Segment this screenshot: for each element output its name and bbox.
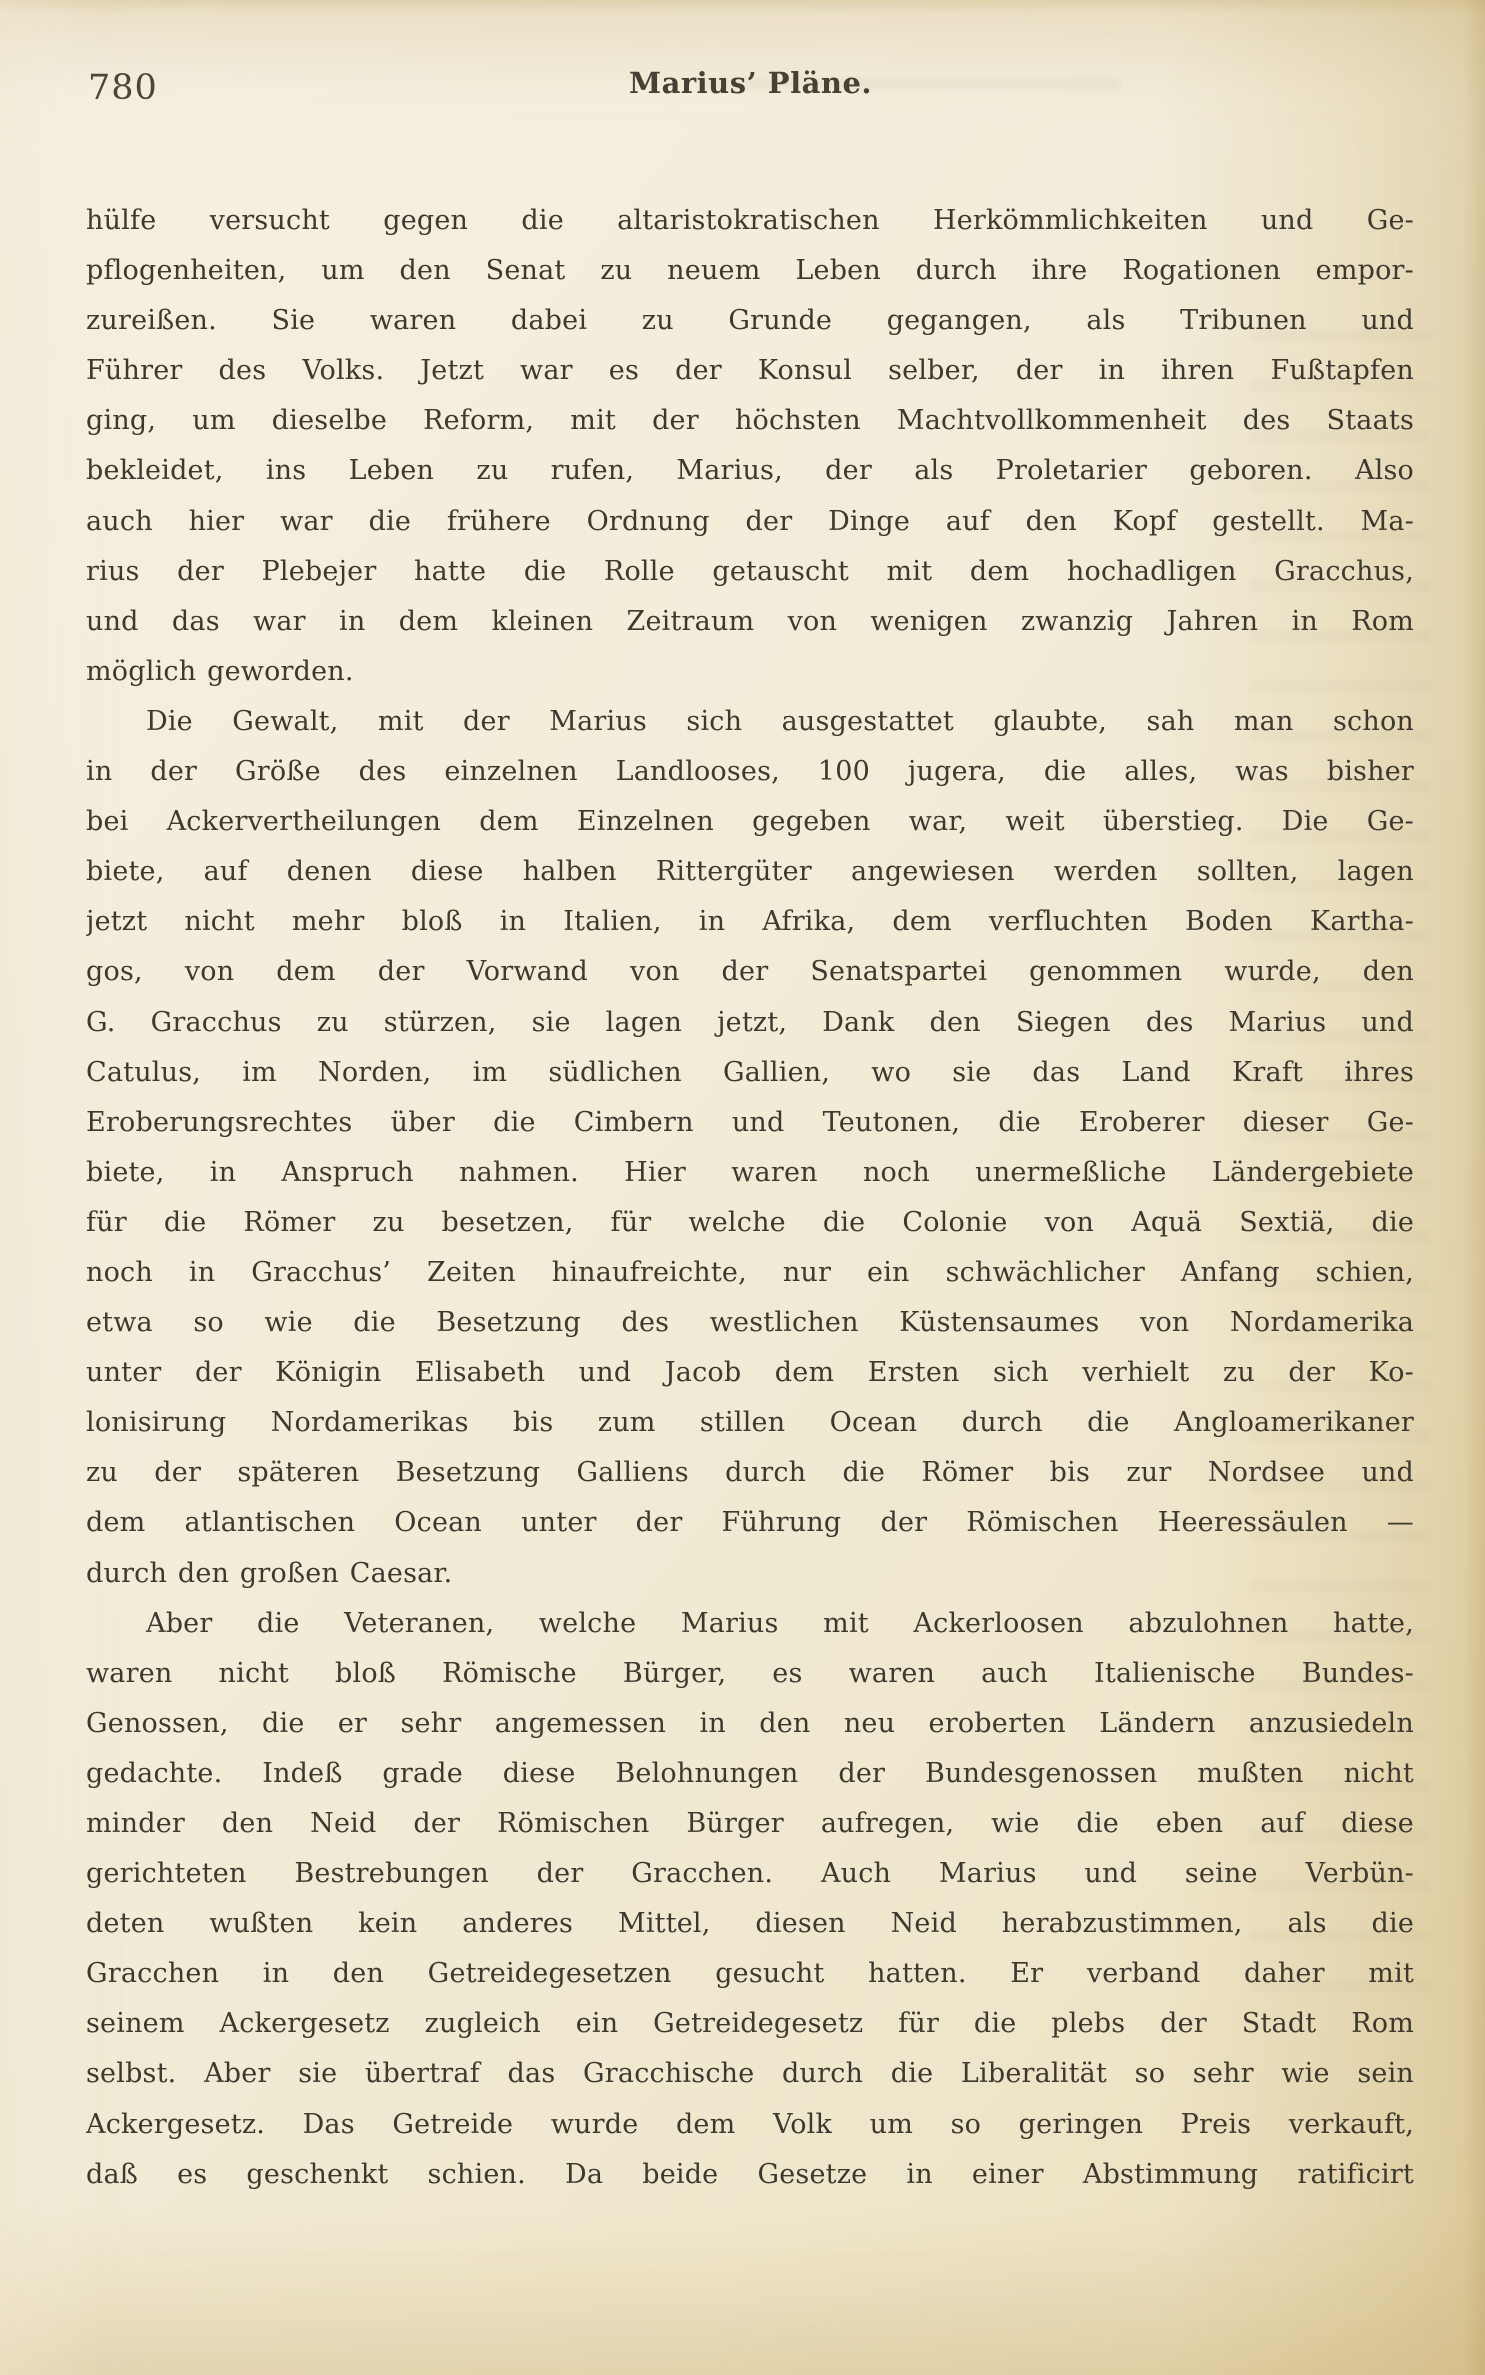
text-block xyxy=(86,196,1414,2200)
text-line: Genossen, die er sehr angemessen in den neu eroberten Ländern anzusiedeln xyxy=(86,1707,1414,1739)
text-line: pflogenheiten, um den Senat zu neuem Leben durch ihre Rogationen empor- xyxy=(86,255,1414,287)
text-line: minder den Neid der Römischen Bürger aufregen, wie die eben auf diese xyxy=(86,1808,1414,1839)
text-line: Gracchen in den Getreidegesetzen gesucht hatten. Er verband daher mit xyxy=(86,1958,1414,1990)
text-line: deten wußten kein anderes Mittel, diesen Neid herabzustimmen, als die xyxy=(86,1908,1414,1940)
text-line: hülfe versucht gegen die altaristokratischen Herkömmlichkeiten und Ge- xyxy=(86,205,1414,236)
text-line: in der Größe des einzelnen Landlooses, 100 jugera, die alles, was bisher xyxy=(86,756,1414,788)
text-line: bei Ackervertheilungen dem Einzelnen gegeben war, weit überstieg. Die Ge- xyxy=(86,806,1414,838)
text-line: Ackergesetz. Das Getreide wurde dem Volk um so geringen Preis verkauft, xyxy=(86,2108,1414,2140)
text-line: jetzt nicht mehr bloß in Italien, in Afrika, dem verfluchten Boden Kartha- xyxy=(86,906,1414,938)
text-line: noch in Gracchus’ Zeiten hinaufreichte, nur ein schwächlicher Anfang schien, xyxy=(86,1256,1414,1288)
text-line: biete, in Anspruch nahmen. Hier waren noch unermeßliche Ländergebiete xyxy=(86,1156,1414,1188)
text-line: unter der Königin Elisabeth und Jacob dem Ersten sich verhielt zu der Ko- xyxy=(86,1357,1414,1389)
text-line: waren nicht bloß Römische Bürger, es waren auch Italienische Bundes- xyxy=(86,1657,1414,1689)
running-title: Marius’ Pläne. xyxy=(628,66,873,100)
text-line: möglich geworden. xyxy=(86,655,354,687)
text-line: und das war in dem kleinen Zeitraum von wenigen zwanzig Jahren in Rom xyxy=(86,605,1414,637)
text-line: bekleidet, ins Leben zu rufen, Marius, der als Proletarier geboren. Also xyxy=(86,455,1414,487)
text-line: lonisirung Nordamerikas bis zum stillen Ocean durch die Angloamerikaner xyxy=(86,1407,1414,1439)
text-line: daß es geschenkt schien. Da beide Gesetze in einer Abstimmung ratificirt xyxy=(86,2158,1414,2190)
text-line: ging, um dieselbe Reform, mit der höchsten Machtvollkommenheit des Staats xyxy=(86,405,1414,437)
text-line: Führer des Volks. Jetzt war es der Konsul selber, der in ihren Fußtapfen xyxy=(86,355,1414,387)
text-line: G. Gracchus zu stürzen, sie lagen jetzt, Dank den Siegen des Marius und xyxy=(86,1006,1414,1038)
text-line: Eroberungsrechtes über die Cimbern und Teutonen, die Eroberer dieser Ge- xyxy=(86,1106,1414,1138)
text-line: dem atlantischen Ocean unter der Führung der Römischen Heeressäulen — xyxy=(86,1507,1414,1539)
text-line: zureißen. Sie waren dabei zu Grunde gegangen, als Tribunen und xyxy=(86,305,1414,337)
text-line: Die Gewalt, mit der Marius sich ausgestattet glaubte, sah man schon xyxy=(146,705,1414,737)
text-line: Aber die Veteranen, welche Marius mit Ackerloosen abzulohnen hatte, xyxy=(146,1607,1414,1639)
text-line: zu der späteren Besetzung Galliens durch die Römer bis zur Nordsee und xyxy=(86,1457,1414,1489)
text-line: durch den großen Caesar. xyxy=(86,1557,453,1589)
page-number: 780 xyxy=(88,68,158,108)
text-line: gerichteten Bestrebungen der Gracchen. Auch Marius und seine Verbün- xyxy=(86,1858,1414,1890)
page-header xyxy=(88,66,1413,112)
text-line: selbst. Aber sie übertraf das Gracchische durch die Liberalität so sehr wie sein xyxy=(86,2058,1414,2090)
text-line: rius der Plebejer hatte die Rolle getauscht mit dem hochadligen Gracchus, xyxy=(86,555,1414,587)
text-line: gos, von dem der Vorwand von der Senatspartei genommen wurde, den xyxy=(86,956,1414,988)
text-line: gedachte. Indeß grade diese Belohnungen der Bundesgenossen mußten nicht xyxy=(86,1757,1414,1789)
text-line: Catulus, im Norden, im südlichen Gallien, wo sie das Land Kraft ihres xyxy=(86,1056,1414,1088)
text-line: für die Römer zu besetzen, für welche die Colonie von Aquä Sextiä, die xyxy=(86,1206,1414,1238)
text-line: biete, auf denen diese halben Rittergüter angewiesen werden sollten, lagen xyxy=(86,856,1414,888)
text-line: auch hier war die frühere Ordnung der Dinge auf den Kopf gestellt. Ma- xyxy=(86,505,1414,537)
text-line: etwa so wie die Besetzung des westlichen Küstensaumes von Nordamerika xyxy=(86,1307,1414,1339)
text-line: seinem Ackergesetz zugleich ein Getreidegesetz für die plebs der Stadt Rom xyxy=(86,2008,1414,2040)
